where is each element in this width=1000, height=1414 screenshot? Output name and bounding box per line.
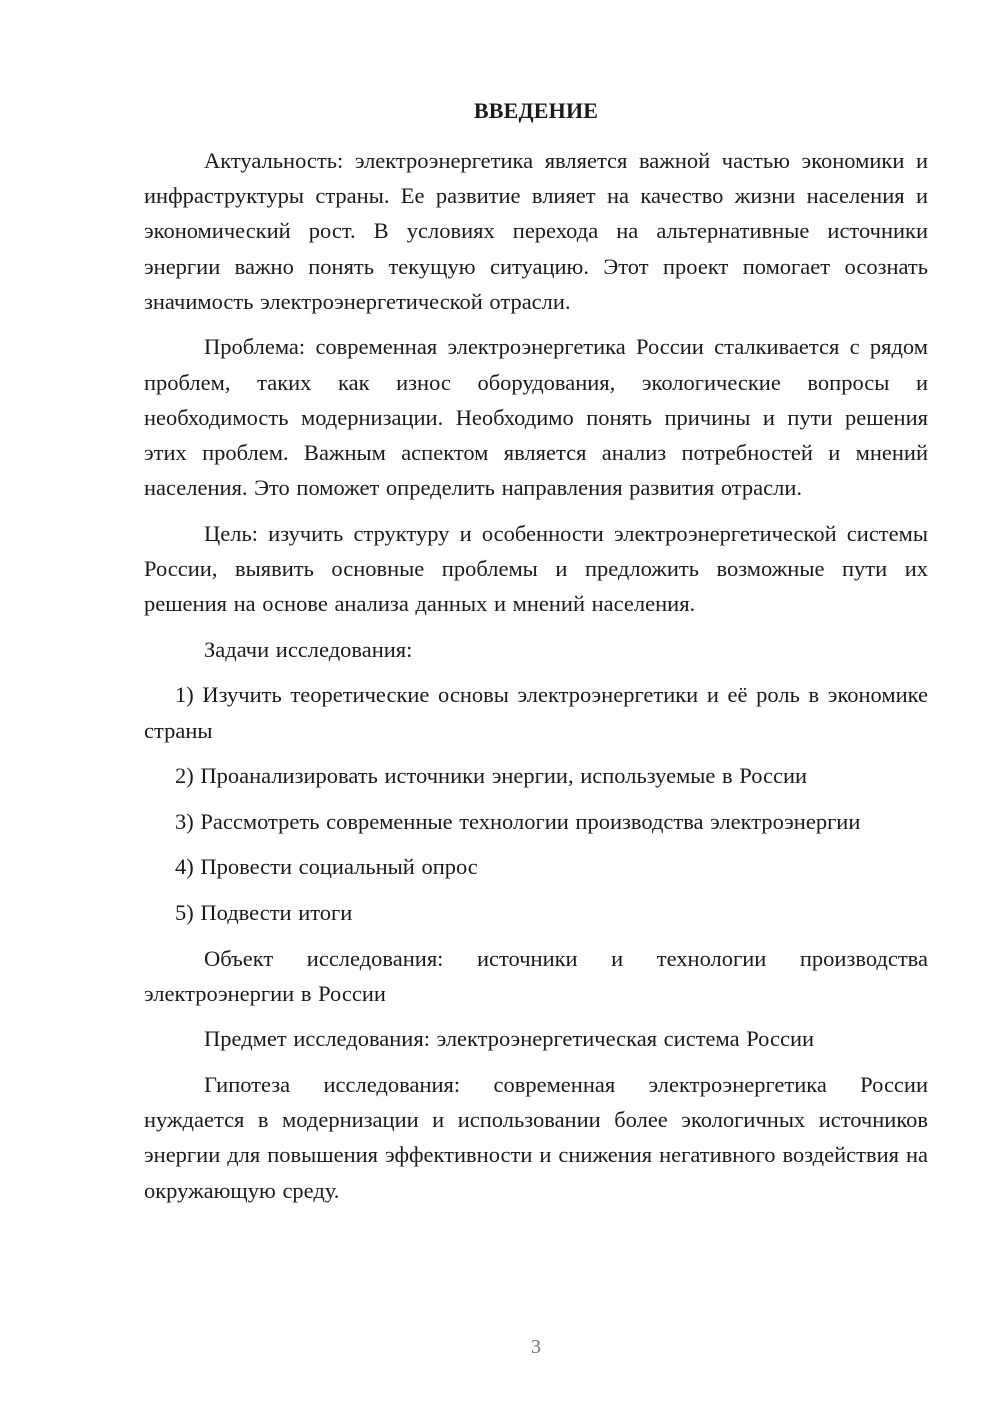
- problem-paragraph: Проблема: современная электроэнергетика России сталкивается с рядом проблем, таких как износ оборудования, экологические вопросы и необходимость модернизации. Необходимо понять причины и пути решения этих проблем. Важным аспектом является анализ потребностей и мнений населения. Это поможет определить направления развития отрасли.: [144, 334, 928, 501]
- hypothesis-paragraph: Гипотеза исследования: современная электроэнергетика России нуждается в модернизации и использовании более экологичных источников энергии для повышения эффективности и снижения негативного воздействия на окружающую среду.: [144, 1071, 928, 1203]
- research-subject-paragraph: Предмет исследования: электроэнергетическая система России: [204, 1026, 815, 1052]
- research-object-paragraph: Объект исследования: источники и технологии производства электроэнергии в России: [144, 945, 928, 1006]
- document-body: [144, 143, 928, 1208]
- task-item: 2) Проанализировать источники энергии, используемые в России: [175, 763, 808, 789]
- task-item: 4) Провести социальный опрос: [175, 854, 478, 880]
- task-item: 5) Подвести итоги: [175, 899, 353, 925]
- goal-paragraph: Цель: изучить структуру и особенности электроэнергетической системы России, выявить основные проблемы и предложить возможные пути их решения на основе анализа данных и мнений населения.: [144, 520, 928, 617]
- page-number: 3: [531, 1336, 541, 1358]
- tasks-heading: Задачи исследования:: [204, 636, 413, 662]
- page-title: ВВЕДЕНИЕ: [473, 98, 599, 123]
- relevance-paragraph: Актуальность: электроэнергетика является важной частью экономики и инфраструктуры страны. Ее развитие влияет на качество жизни населения и экономический рост. В условиях перехода на альтернативные источники энергии важно понять текущую ситуацию. Этот проект помогает осознать значимость электроэнергетической отрасли.: [144, 148, 928, 314]
- task-item: 3) Рассмотреть современные технологии производства электроэнергии: [175, 808, 861, 834]
- task-item: 1) Изучить теоретические основы электроэнергетики и её роль в экономике страны: [144, 682, 928, 743]
- document-page: [144, 0, 928, 1414]
